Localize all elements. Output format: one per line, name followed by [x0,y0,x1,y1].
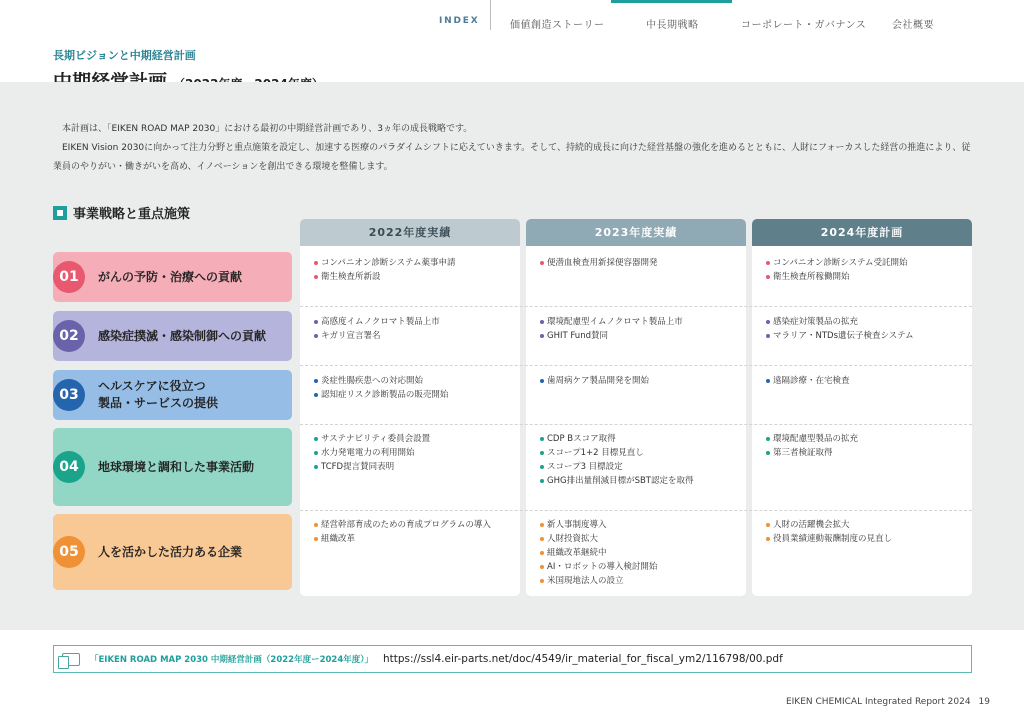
top-nav [0,0,1024,44]
row-label-line-2: 製品・サービスの提供 [98,396,219,410]
list-item: CDP Bスコア取得 [540,432,694,446]
computer-tablet-icon [62,653,80,666]
row-number-badge: 03 [53,379,85,411]
row-divider [300,510,972,511]
cell-r1-2023 [540,256,658,270]
section-title: 事業戦略と重点施策 [73,207,191,222]
link-label: 「EIKEN ROAD MAP 2030 中期経営計画（2022年度ー2024年度）」 [90,655,373,665]
square-bullet-icon [53,206,67,220]
list-item: コンパニオン診断システム薬事申請 [314,256,456,270]
list-item: 歯周病ケア製品開発を開始 [540,374,649,388]
row-label-text: がんの予防・治療への貢献 [98,269,243,284]
cell-r1-2022 [314,256,456,284]
list-item: 組織改革継続中 [540,546,657,560]
cell-r2-2024 [766,315,914,343]
row-label-healthcare [53,370,292,420]
nav-index[interactable]: INDEX [439,16,480,26]
row-label-text: 人を活かした活力ある企業 [98,544,243,559]
list-item: コンパニオン診断システム受託開始 [766,256,908,270]
list-item: 高感度イムノクロマト製品上市 [314,315,440,329]
list-item: サステナビリティ委員会設置 [314,432,430,446]
row-divider [300,365,972,366]
list-item: 役員業績連動報酬制度の見直し [766,532,892,546]
row-number-badge: 05 [53,536,85,568]
list-item: スコープ3 目標設定 [540,460,694,474]
list-item: 衛生検査所新設 [314,270,456,284]
row-label-line-1: ヘルスケアに役立つ [98,379,206,393]
row-number-badge: 04 [53,451,85,483]
list-item: GHIT Fund賛同 [540,329,683,343]
cell-r3-2022 [314,374,448,402]
page-footer [786,697,990,707]
nav-active-indicator [611,0,732,3]
list-item: 水力発電電力の利用開始 [314,446,430,460]
column-header-2023: 2023年度実績 [526,219,746,246]
row-label-cancer [53,252,292,302]
list-item: AI・ロボットの導入検討開始 [540,560,657,574]
report-name: EIKEN CHEMICAL Integrated Report 2024 [785,697,971,707]
row-label-people [53,514,292,590]
nav-item-strategy[interactable]: 中長期戦略 [646,20,699,31]
row-number-badge: 01 [53,261,85,293]
cell-r3-2024 [766,374,850,388]
column-header-2022: 2022年度実績 [300,219,520,246]
list-item: 環境配慮型イムノクロマト製品上市 [540,315,683,329]
list-item: 組織改革 [314,532,491,546]
cell-r1-2024 [766,256,908,284]
intro-paragraph-1: 本計画は、「EIKEN ROAD MAP 2030」における最初の中期経営計画であり、3ヵ年の成長戦略です。 [62,124,473,134]
list-item: 人財投資拡大 [540,532,657,546]
row-label-environment [53,428,292,506]
cell-r5-2023 [540,518,657,588]
list-item: 衛生検査所稼働開始 [766,270,908,284]
section-heading [53,203,190,222]
list-item: 第三者検証取得 [766,446,858,460]
cell-r5-2022 [314,518,491,546]
cell-r5-2024 [766,518,892,546]
list-item: マラリア・NTDs遺伝子検査システム [766,329,914,343]
list-item: 米国現地法人の設立 [540,574,657,588]
row-label-text: 地球環境と調和した事業活動 [98,459,255,474]
nav-item-governance[interactable]: コーポレート・ガバナンス [741,20,867,31]
cell-r4-2022 [314,432,430,474]
list-item: 人財の活躍機会拡大 [766,518,892,532]
list-item: スコープ1+2 目標見直し [540,446,694,460]
list-item: 環境配慮型製品の拡充 [766,432,858,446]
row-label-text [98,378,218,412]
cell-r3-2023 [540,374,649,388]
intro-paragraph-2: EIKEN Vision 2030に向かって注力分野と重点施策を設定し、加速する医療のパラダイムシフトに応えていきます。そして、持続的成長に向けた経営基盤の強化を進めるとともに、人財にフォーカスした経営の推進により、従業員のやりがい・働きがいを高め、イノベーションを創出できる環境を整備します。 [53,143,971,172]
column-header-2024: 2024年度計画 [752,219,972,246]
intro-text [53,120,978,177]
row-number-badge: 02 [53,320,85,352]
list-item: キガリ宣言署名 [314,329,440,343]
plan-document-link[interactable] [53,645,972,673]
nav-divider [490,0,491,30]
row-label-text: 感染症撲滅・感染制御への貢献 [98,328,267,343]
list-item: 認知症リスク診断製品の販売開始 [314,388,448,402]
list-item: 便潜血検査用新採便容器開発 [540,256,658,270]
list-item: 経営幹部育成のための育成プログラムの導入 [314,518,491,532]
list-item: 感染症対策製品の拡充 [766,315,914,329]
nav-item-value-story[interactable]: 価値創造ストーリー [510,20,605,31]
row-label-infection [53,311,292,361]
nav-item-company[interactable]: 会社概要 [892,20,934,31]
row-divider [300,424,972,425]
row-divider [300,306,972,307]
cell-r2-2023 [540,315,683,343]
page-number: 19 [978,697,990,707]
cell-r4-2024 [766,432,858,460]
list-item: TCFD提言賛同表明 [314,460,430,474]
page-subtitle: 長期ビジョンと中期経営計画 [53,49,196,62]
list-item: 新人事制度導入 [540,518,657,532]
link-url[interactable]: https://ssl4.eir-parts.net/doc/4549/ir_material_for_fiscal_ym2/116798/00.pdf [382,653,783,665]
list-item: 遠隔診療・在宅検査 [766,374,850,388]
list-item: GHG排出量削減目標がSBT認定を取得 [540,474,694,488]
list-item: 炎症性腸疾患への対応開始 [314,374,448,388]
cell-r2-2022 [314,315,440,343]
cell-r4-2023 [540,432,694,488]
